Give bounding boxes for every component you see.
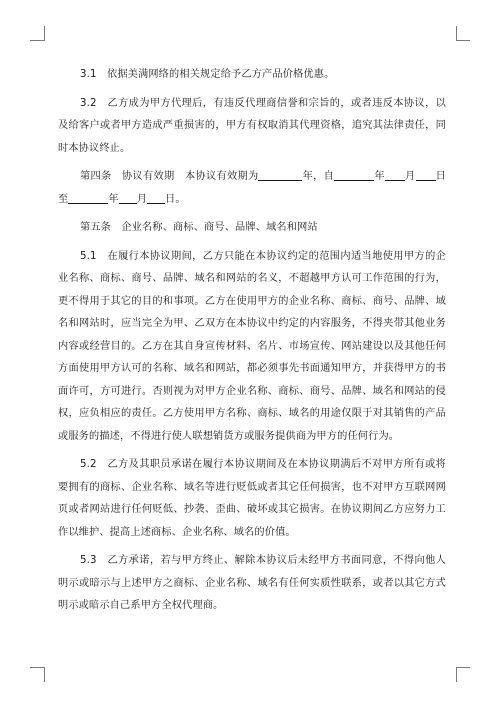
crop-mark-bottom-right-h (456, 667, 470, 668)
paragraph-text: 第五条 企业名称、商标、商号、品牌、域名和网站 (80, 222, 318, 233)
paragraph-text: 年 (108, 193, 119, 205)
fill-in-blank (258, 168, 302, 181)
paragraph-text: 日至 (58, 171, 446, 205)
paragraph-text: 3.2 乙方成为甲方代理后，有违反代理商信誉和宗旨的，或者违反本协议，以及给客户或者甲方造成严重损害的，甲方有权取消其代理资格，追究其法律责任，同时本协议终止。 (58, 97, 446, 154)
fill-in-blank (68, 191, 108, 204)
paragraph-p32 (58, 93, 446, 161)
paragraph-text: 年 (374, 171, 385, 182)
crop-mark-bottom-right-v (456, 667, 457, 682)
paragraph-text: 5.2 乙方及其职员承诺在履行本协议期间及在本协议期满后不对甲方所有或将要拥有的商标、企业名称、域名等进行贬低或者其它任何损害，也不对甲方互联网网页或者网站进行任何贬低、抄袭、歪曲、破坏或其它损害。在协议期间乙方应努力工作以维护、提高上述商标、企业名称、域名的价值。 (58, 459, 446, 538)
paragraph-text: 月 (136, 193, 148, 205)
paragraph-text: 5.3 乙方承诺，若与甲方终止、解除本协议后未经甲方书面同意，不得向他人明示或暗示与上述甲方之商标、企业名称、域名有任何实质性联系，或者以其它方式明示或暗示自己系甲方全权代理商。 (58, 555, 446, 611)
crop-mark-bottom-left-h (30, 667, 44, 668)
crop-mark-top-left-h (30, 40, 44, 41)
crop-mark-top-right-h (456, 40, 470, 41)
paragraph-text: 第四条 协议有效期 本协议有效期为 (80, 171, 259, 182)
paragraph-p51 (58, 246, 446, 449)
paragraph-p53 (58, 550, 446, 618)
paragraph-p31 (58, 64, 446, 87)
paragraph-text: 日。 (165, 193, 186, 205)
paragraph-text: 月 (404, 171, 416, 182)
paragraph-art4 (58, 166, 446, 211)
fill-in-blank (147, 191, 165, 204)
paragraph-text: 5.1 在履行本协议期间，乙方只能在本协议约定的范围内适当地使用甲方的企业名称、商标、商号、品牌、域名和网站的名义，不超越甲方认可工作范围的行为，更不得用于其它的目的和事项。乙方在使用甲方的企业名称、商标、商号、品牌、域名和网站时，应当完全为甲、乙双方在本协议中约定的内容服务，不得夹带其他业务内容或经营目的。乙方在其自身宣传材料、名片、市场宣传、网站建设以及其他任何方面使用甲方认可的名称、域名和网站，都必须事先书面通知甲方，并获得甲方的书面许可，方可进行。否则视为对甲方企业名称、商标、商号、品牌、域名和网站的侵权，应负相应的责任。乙方使用甲方名称、商标、域名的用途仅限于对其销售的产品或服务的描述，不得进行使人联想销货方或服务提供商为甲方的任何行为。 (58, 250, 446, 442)
paragraph-art5 (58, 217, 446, 240)
document-body (58, 64, 446, 624)
paragraph-text: 3.1 依据美满网络的相关规定给予乙方产品价格优惠。 (80, 69, 335, 80)
paragraph-text: 年，自 (302, 171, 335, 182)
fill-in-blank (119, 191, 137, 204)
fill-in-blank (334, 168, 374, 181)
crop-mark-bottom-left-v (44, 667, 45, 682)
paragraph-p52 (58, 454, 446, 544)
crop-mark-top-left-v (44, 26, 45, 41)
fill-in-blank (416, 168, 436, 181)
crop-mark-top-right-v (456, 26, 457, 41)
fill-in-blank (385, 168, 405, 181)
